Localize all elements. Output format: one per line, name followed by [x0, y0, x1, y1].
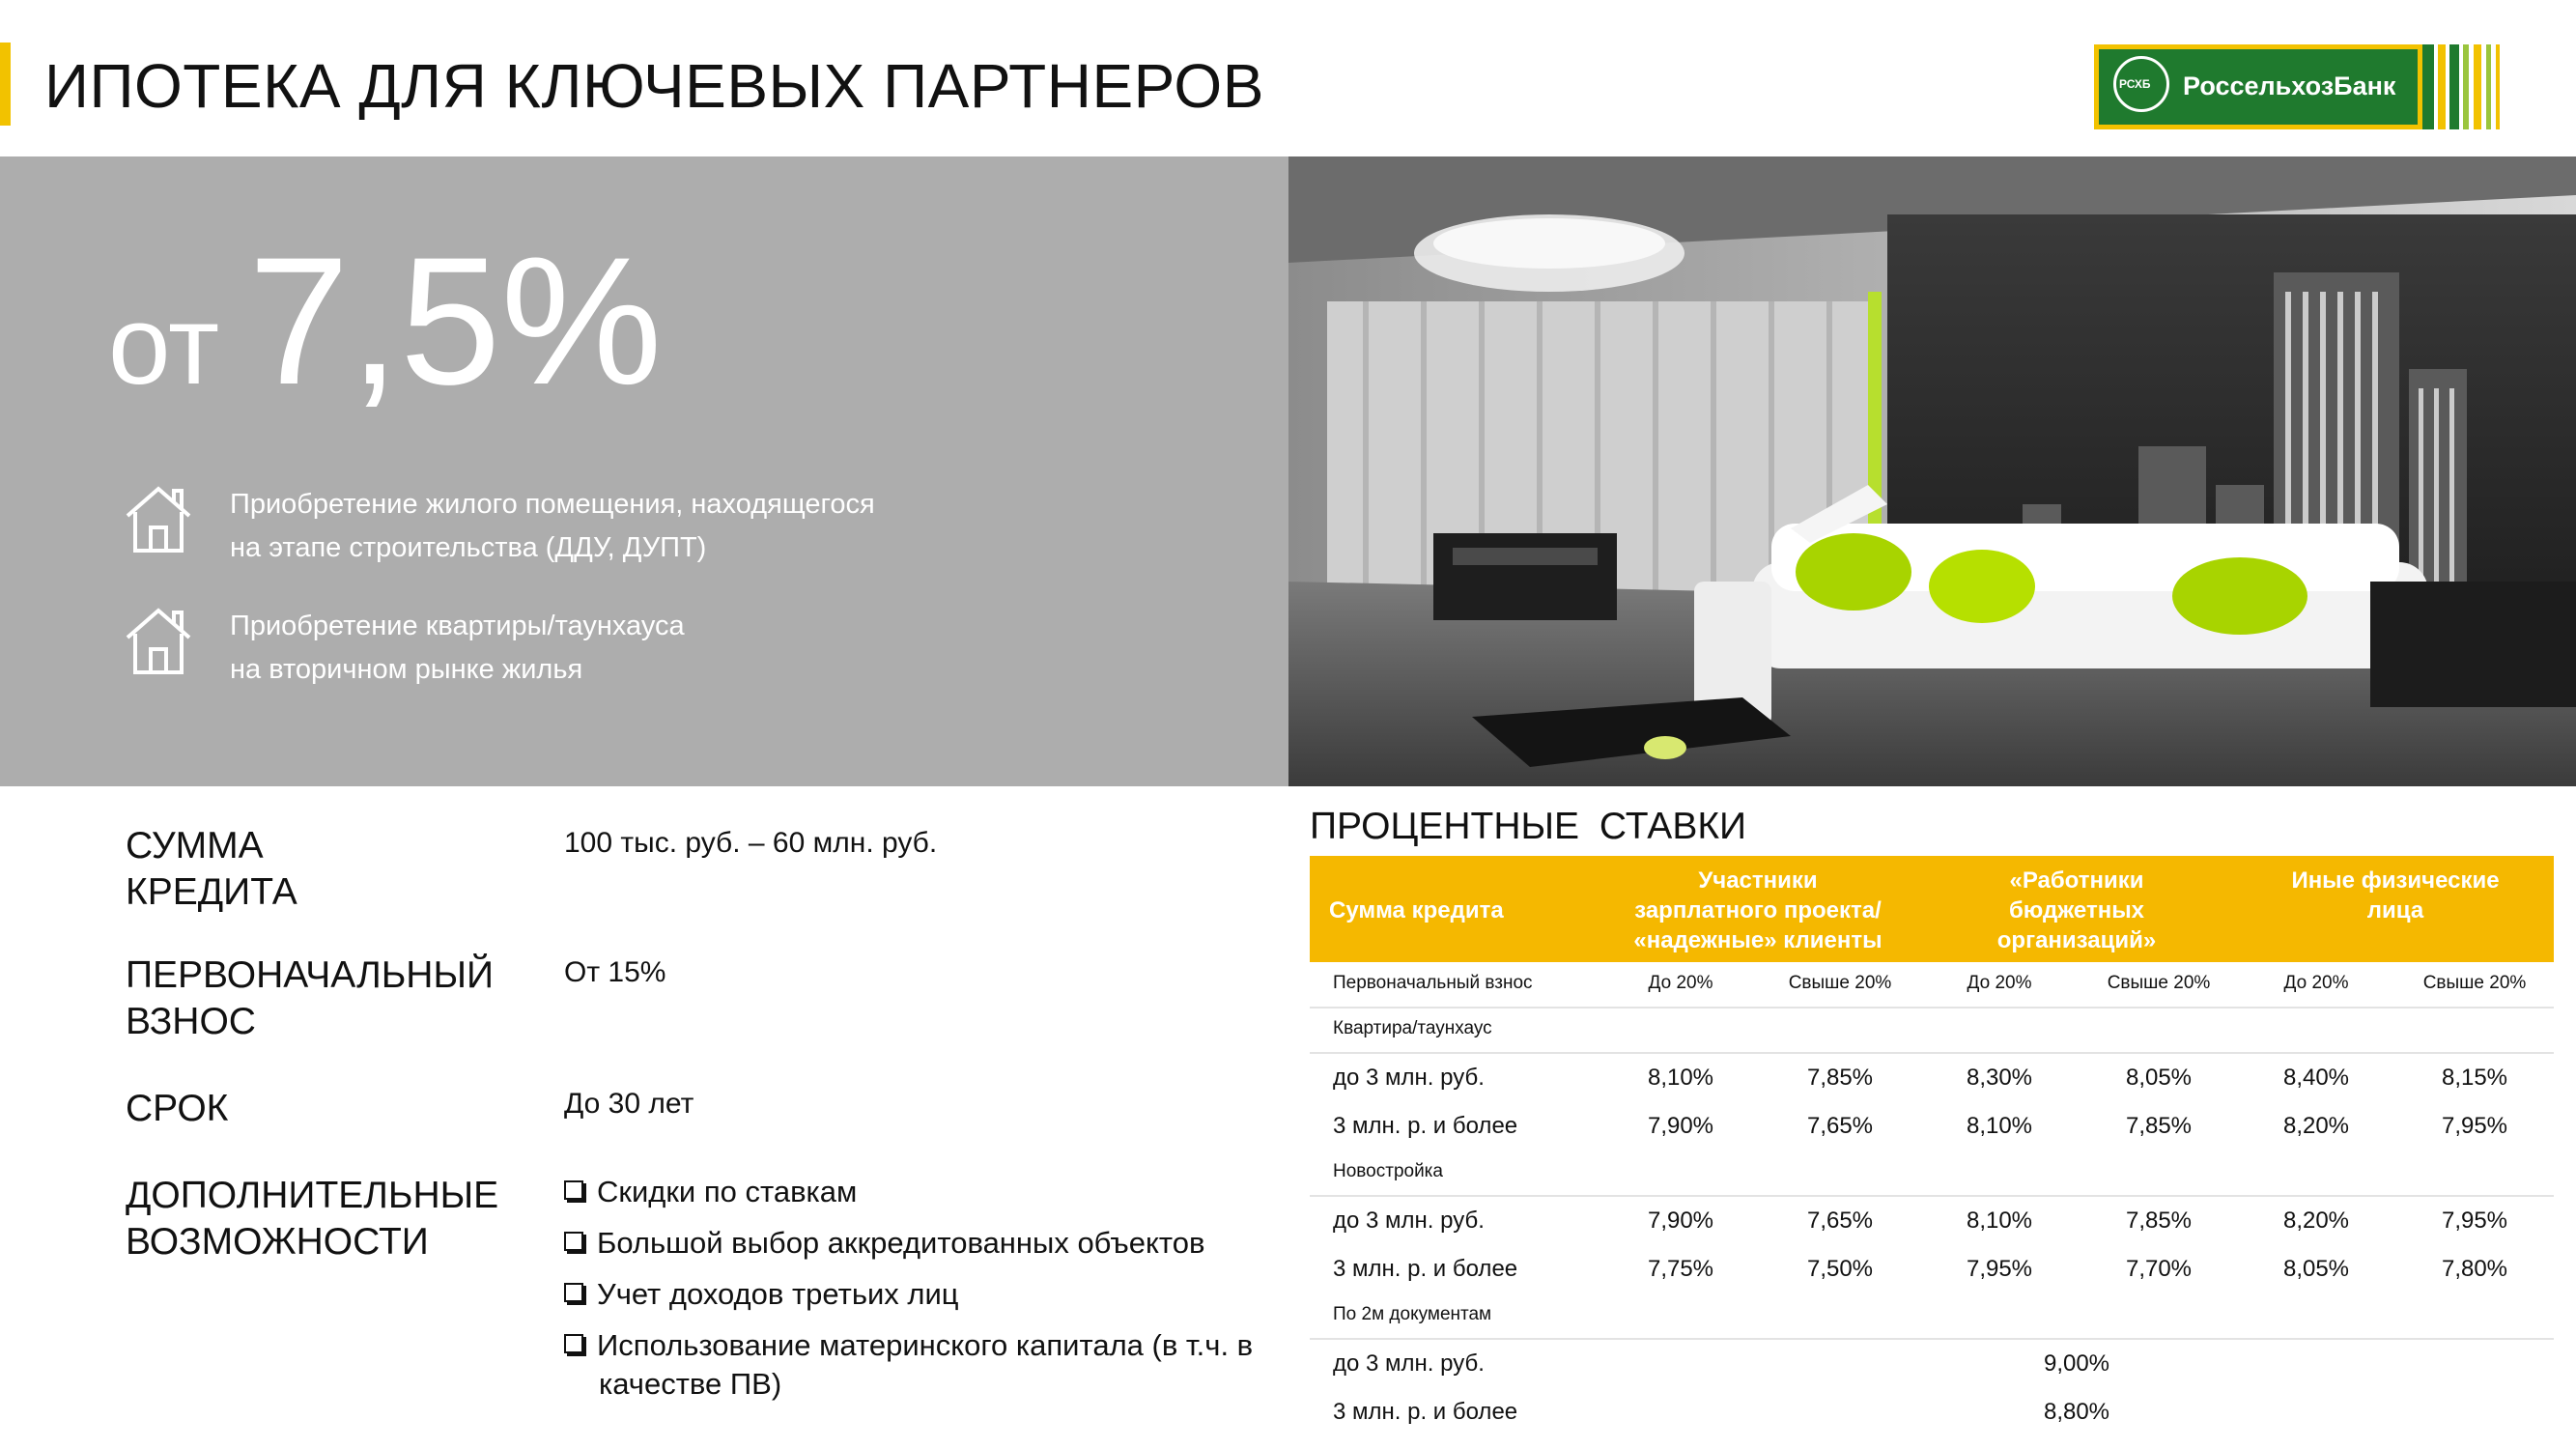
header-line: Иные физические: [2291, 867, 2500, 894]
row-label: 3 млн. р. и более: [1333, 1256, 1518, 1282]
header-line: зарплатного проекта/: [1634, 897, 1882, 923]
rate-cell: 7,85%: [1806, 1065, 1874, 1091]
rate-cell: 8,15%: [2441, 1065, 2508, 1091]
feature-line: Приобретение квартиры/таунхауса: [230, 611, 685, 641]
logo-name: РоссельхозБанк: [2183, 71, 2396, 100]
page-title: ИПОТЕКА ДЛЯ КЛЮЧЕВЫХ ПАРТНЕРОВ: [44, 51, 1264, 121]
amount-label-line: КРЕДИТА: [126, 871, 297, 913]
option-item: [564, 1224, 1205, 1263]
subheader-cell: Свыше 20%: [2422, 973, 2527, 993]
rate-cell: 8,20%: [2282, 1113, 2350, 1139]
header-line: Участники: [1698, 867, 1818, 894]
header-line: бюджетных: [2008, 897, 2145, 923]
logo-stripe: [2474, 44, 2481, 129]
logo-stripe: [2463, 44, 2469, 129]
subheader-cell: До 20%: [1648, 973, 1713, 993]
logo-stripe: [2449, 44, 2459, 129]
checkbox-bullet-icon: [564, 1232, 583, 1251]
rate-cell: 7,95%: [2441, 1113, 2508, 1139]
row-label: до 3 млн. руб.: [1333, 1208, 1485, 1234]
option-item: [564, 1275, 959, 1314]
rate-cell: 7,50%: [1806, 1256, 1874, 1282]
checkbox-bullet-icon: [564, 1334, 583, 1353]
header-group-salary: [1603, 866, 1912, 955]
header-line: «надежные» клиенты: [1633, 927, 1882, 953]
header-line: организаций»: [1996, 927, 2157, 953]
rate-cell: 8,10%: [1647, 1065, 1714, 1091]
checkbox-bullet-icon: [564, 1180, 583, 1200]
row-label: до 3 млн. руб.: [1333, 1350, 1485, 1377]
house-icon: [124, 483, 193, 556]
rate-cell: 8,80%: [2043, 1399, 2110, 1425]
rate-cell: 8,40%: [2282, 1065, 2350, 1091]
subheader-cell: До 20%: [2283, 973, 2349, 993]
rate-cell: 7,95%: [1966, 1256, 2033, 1282]
option-text-continuation: качестве ПВ): [599, 1367, 782, 1401]
term-label: СРОК: [126, 1088, 229, 1129]
title-accent-bar: [0, 43, 11, 126]
row-label: 3 млн. р. и более: [1333, 1399, 1518, 1425]
rates-title: ПРОЦЕНТНЫЕ СТАВКИ: [1310, 806, 1747, 847]
row-divider: [1310, 1338, 2554, 1340]
rate-cell: 7,90%: [1647, 1113, 1714, 1139]
subheader-cell: До 20%: [1967, 973, 2032, 993]
amount-label: [126, 823, 297, 916]
section-label: По 2м документам: [1333, 1304, 1492, 1324]
checkbox-bullet-icon: [564, 1283, 583, 1302]
subheader-cell: Свыше 20%: [2107, 973, 2211, 993]
option-text: Использование материнского капитала (в т.ч. в: [597, 1328, 1254, 1362]
logo-stripe: [2438, 44, 2446, 129]
option-item: [564, 1173, 857, 1211]
rate-cell: 9,00%: [2043, 1350, 2110, 1377]
down-payment-label-line: ВЗНОС: [126, 1001, 256, 1042]
option-text: Скидки по ставкам: [597, 1175, 858, 1208]
down-payment-label: [126, 952, 494, 1045]
feature-text: [230, 483, 875, 570]
logo-stripe: [2422, 44, 2434, 129]
house-icon: [124, 605, 193, 678]
rate-cell: 7,65%: [1806, 1208, 1874, 1234]
feature-line: на этапе строительства (ДДУ, ДУПТ): [230, 532, 707, 563]
logo-stripe: [2496, 44, 2500, 129]
rate-cell: 8,05%: [2125, 1065, 2193, 1091]
rate-prefix: от: [108, 282, 220, 408]
rate-cell: 7,95%: [2441, 1208, 2508, 1234]
header-line: «Работники: [2009, 867, 2144, 894]
feature-line: на вторичном рынке жилья: [230, 654, 583, 685]
rate-headline: [108, 219, 663, 422]
rate-cell: 7,80%: [2441, 1256, 2508, 1282]
header-group-other: [2241, 866, 2550, 925]
feature-text: [230, 605, 685, 692]
rate-cell: 8,05%: [2282, 1256, 2350, 1282]
rate-cell: 7,65%: [1806, 1113, 1874, 1139]
section-label: Новостройка: [1333, 1161, 1443, 1181]
rate-cell: 7,85%: [2125, 1113, 2193, 1139]
rate-cell: 8,20%: [2282, 1208, 2350, 1234]
interior-photo: [1288, 156, 2576, 786]
rate-cell: 7,75%: [1647, 1256, 1714, 1282]
rate-cell: 7,90%: [1647, 1208, 1714, 1234]
option-item: [564, 1326, 1253, 1365]
rate-cell: 8,30%: [1966, 1065, 2033, 1091]
rate-value: 7,5%: [248, 219, 663, 422]
rate-cell: 8,10%: [1966, 1113, 2033, 1139]
logo-stripe: [2486, 44, 2491, 129]
subheader-cell: Свыше 20%: [1788, 973, 1892, 993]
row-label: до 3 млн. руб.: [1333, 1065, 1485, 1091]
header-line: лица: [2366, 897, 2424, 923]
rate-cell: 7,70%: [2125, 1256, 2193, 1282]
option-text: Учет доходов третьих лиц: [597, 1277, 959, 1311]
header-amount: Сумма кредита: [1329, 897, 1504, 923]
section-label: Квартира/таунхаус: [1333, 1018, 1492, 1038]
row-label: 3 млн. р. и более: [1333, 1113, 1518, 1139]
subheader-label: Первоначальный взнос: [1333, 973, 1533, 993]
row-divider: [1310, 1007, 2554, 1009]
amount-label-line: СУММА: [126, 825, 264, 867]
header-group-budget: [1932, 866, 2222, 955]
logo-emblem-text: РСХБ: [2119, 77, 2151, 91]
row-divider: [1310, 1195, 2554, 1197]
term-value: До 30 лет: [564, 1088, 694, 1120]
option-text: Большой выбор аккредитованных объектов: [597, 1226, 1205, 1260]
rate-cell: 7,85%: [2125, 1208, 2193, 1234]
extra-options-label-line: ВОЗМОЖНОСТИ: [126, 1221, 429, 1263]
extra-options-label: [126, 1173, 498, 1265]
bank-logo: [2094, 44, 2511, 129]
feature-line: Приобретение жилого помещения, находящегося: [230, 489, 875, 520]
rate-cell: 8,10%: [1966, 1208, 2033, 1234]
row-divider: [1310, 1052, 2554, 1054]
amount-value: 100 тыс. руб. – 60 млн. руб.: [564, 827, 938, 859]
down-payment-value: От 15%: [564, 956, 666, 988]
down-payment-label-line: ПЕРВОНАЧАЛЬНЫЙ: [126, 954, 495, 996]
extra-options-label-line: ДОПОЛНИТЕЛЬНЫЕ: [126, 1175, 499, 1216]
